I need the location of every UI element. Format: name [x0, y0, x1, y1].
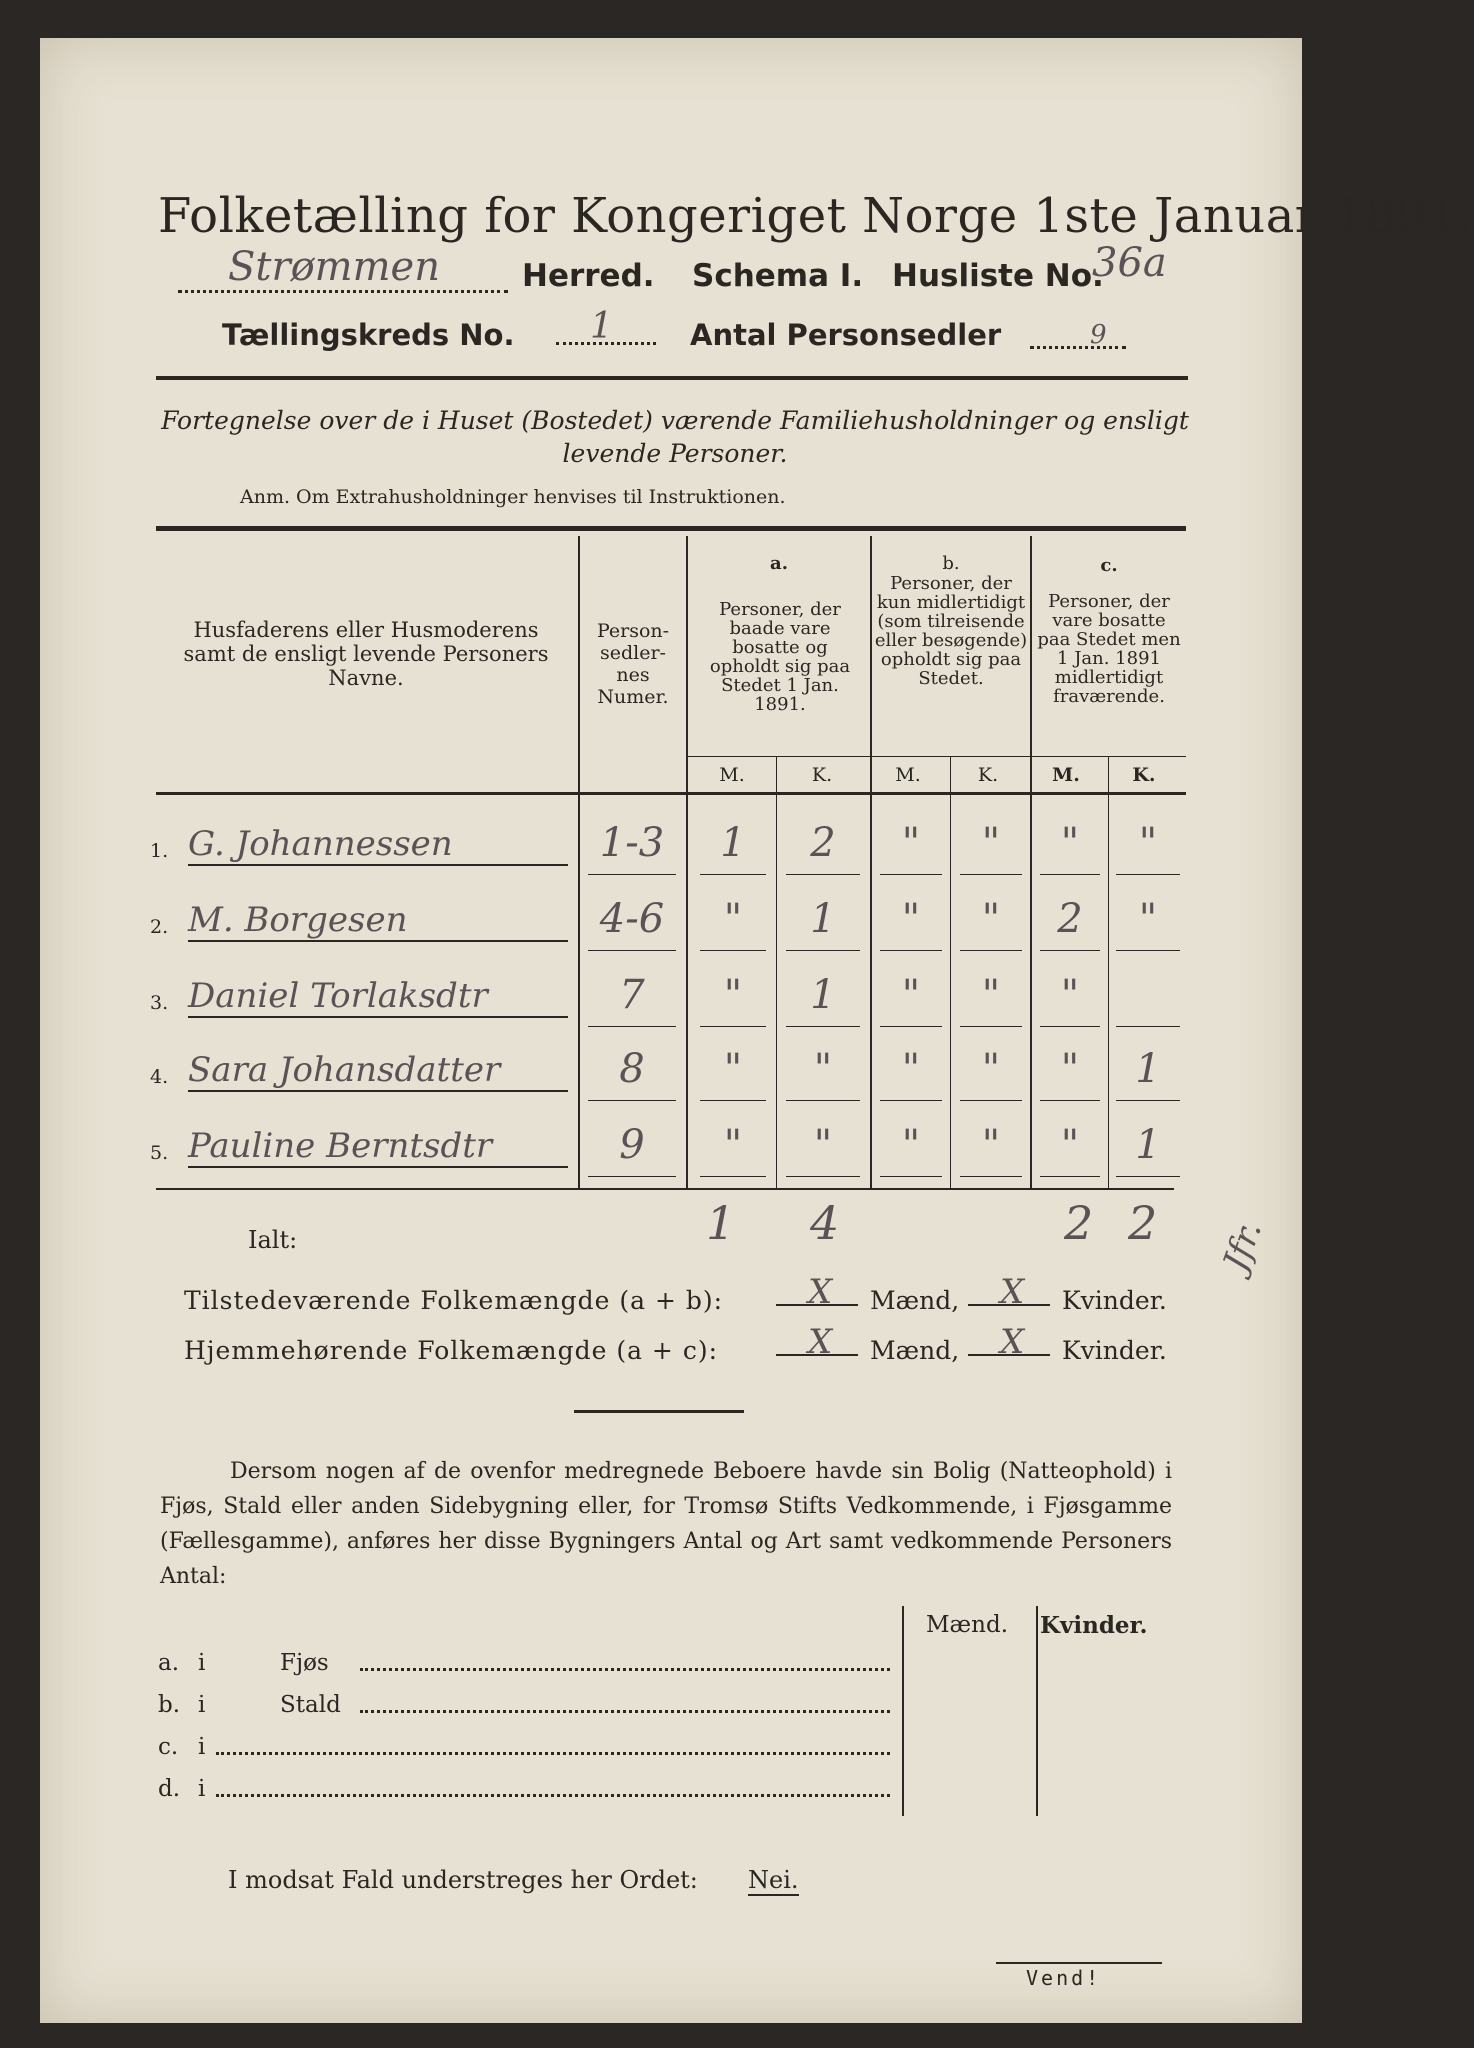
tilst-maend: Mænd, — [870, 1286, 960, 1315]
tilst-kvinder: Kvinder. — [1062, 1286, 1167, 1315]
form-description — [160, 404, 1190, 470]
ialt-label: Ialt: — [248, 1226, 298, 1254]
item-i: i — [198, 1650, 206, 1676]
section-divider — [574, 1410, 744, 1413]
cell-nr: 4-6 — [599, 896, 665, 942]
col-a-letter: a. — [770, 553, 788, 574]
person-name: G. Johannessen — [188, 824, 568, 866]
cell-cm: 2 — [1057, 896, 1083, 942]
item-i: i — [198, 1692, 206, 1718]
row-number: 3. — [150, 992, 169, 1014]
herred-label: Herred. — [522, 258, 655, 294]
cell-cm: " — [1060, 1046, 1080, 1092]
cell-underline — [700, 1100, 766, 1101]
item-label: Stald — [280, 1692, 341, 1718]
person-name: Sara Johansdatter — [188, 1050, 568, 1092]
cell-bk: " — [981, 1046, 1001, 1092]
ialt-c-k: 2 — [1128, 1196, 1158, 1250]
col-header-name: Husfaderens eller Husmoderens samt de ensligt levende Personers Navne. — [183, 618, 549, 690]
cell-ak: 1 — [810, 972, 836, 1018]
hjem-maend: Mænd, — [870, 1336, 960, 1365]
vline — [870, 536, 872, 1188]
col-c-k: K. — [1132, 764, 1156, 786]
cell-underline — [1040, 1026, 1100, 1027]
cell-underline — [588, 874, 676, 875]
vline-thin — [950, 756, 951, 1188]
cell-underline — [700, 874, 766, 875]
item-dotted-line — [216, 1794, 890, 1797]
cell-ak: 2 — [810, 820, 836, 866]
ialt-a-m: 1 — [706, 1196, 736, 1250]
row-number: 2. — [150, 916, 169, 938]
col-c-letter: c. — [1100, 555, 1118, 576]
husliste-label: Husliste No. — [892, 258, 1104, 294]
row-number: 1. — [150, 840, 169, 862]
cell-underline — [588, 950, 676, 951]
item-dotted-line — [360, 1668, 890, 1671]
cell-underline — [1116, 1100, 1180, 1101]
mk-rule — [688, 756, 1186, 757]
cell-underline — [960, 874, 1022, 875]
cell-nr: 7 — [619, 972, 645, 1018]
cell-am: " — [723, 1046, 743, 1092]
husliste-value: 36a — [1092, 240, 1167, 286]
col-c-header: Personer, der vare bosatte paa Stedet men 1 Jan. 1891 midlertidigt fraværende. — [1037, 591, 1181, 707]
cell-bk: " — [981, 1122, 1001, 1168]
person-name: M. Borgesen — [188, 900, 568, 942]
tilst-m-value: X — [808, 1272, 833, 1312]
tilst-k-value: X — [1000, 1272, 1025, 1312]
cell-bm: " — [901, 820, 921, 866]
herred-field — [178, 244, 508, 293]
table-top-rule — [156, 526, 1186, 531]
cell-underline — [700, 1026, 766, 1027]
cell-am: " — [723, 896, 743, 942]
cell-ck: " — [1138, 896, 1158, 942]
vline-thin — [1108, 756, 1109, 1188]
tilst-label: Tilstedeværende Folkemængde (a + b): — [184, 1286, 724, 1315]
cell-am: " — [723, 1122, 743, 1168]
cell-underline — [960, 950, 1022, 951]
cell-underline — [700, 950, 766, 951]
item-i: i — [198, 1776, 206, 1802]
cell-ak: " — [813, 1046, 833, 1092]
col-a-k: K. — [811, 764, 833, 786]
sidebygning-paragraph: Dersom nogen af de ovenfor medregnede Beboere havde sin Bolig (Natteophold) i Fjøs, Stald eller anden Sidebygning eller, for Tromsø Stifts Vedkommende, i Fjøsgamme (Fællesgamme), anføres her disse Bygningers Antal og Art samt vedkommende Personers Antal: — [160, 1459, 1172, 1589]
anm-note: Anm. Om Extrahusholdninger henvises til Instruktionen. — [240, 486, 786, 508]
cell-bk: " — [981, 896, 1001, 942]
item-i: i — [198, 1734, 206, 1760]
person-name: Daniel Torlaksdtr — [188, 976, 568, 1018]
cell-bm: " — [901, 896, 921, 942]
hjem-label: Hjemmehørende Folkemængde (a + c): — [184, 1336, 718, 1365]
cell-nr: 8 — [619, 1046, 645, 1092]
col-a-header: Personer, der baade vare bosatte og opholdt sig paa Stedet 1 Jan. 1891. — [709, 599, 851, 715]
vend-label: Vend! — [1026, 1966, 1102, 1990]
cell-underline — [1040, 950, 1100, 951]
cell-underline — [1116, 874, 1180, 875]
schema-label: Schema I. — [692, 258, 864, 294]
cell-underline — [960, 1100, 1022, 1101]
item-letter: a. — [158, 1650, 180, 1676]
hjem-k-value: X — [1000, 1322, 1025, 1362]
cell-underline — [880, 1100, 942, 1101]
cell-bm: " — [901, 972, 921, 1018]
table-bottom-rule — [156, 1188, 1174, 1190]
cell-underline — [1040, 874, 1100, 875]
bottom-kvinder-header: Kvinder. — [1040, 1612, 1148, 1639]
cell-underline — [700, 1176, 766, 1177]
cell-ck: " — [1138, 820, 1158, 866]
cell-underline — [786, 1100, 860, 1101]
vline-thin — [776, 756, 777, 1188]
cell-underline — [786, 1176, 860, 1177]
vline-bottom — [902, 1606, 904, 1816]
form-title: Folketælling for Kongeriget Norge 1ste Januar 1891. — [158, 188, 1474, 244]
cell-underline — [880, 1026, 942, 1027]
cell-underline — [960, 1026, 1022, 1027]
cell-underline — [880, 950, 942, 951]
antal-value: 9 — [1090, 320, 1107, 350]
header-rule — [156, 376, 1188, 380]
cell-nr: 9 — [619, 1122, 645, 1168]
vline — [578, 536, 580, 1188]
cell-bm: " — [901, 1122, 921, 1168]
kreds-value: 1 — [590, 306, 613, 347]
antal-label: Antal Personsedler — [690, 318, 1002, 352]
hjem-kvinder: Kvinder. — [1062, 1336, 1167, 1365]
hjem-m-value: X — [808, 1322, 833, 1362]
cell-underline — [880, 1176, 942, 1177]
col-b-m: M. — [895, 764, 921, 786]
cell-ck: 1 — [1135, 1046, 1161, 1092]
cell-am: " — [723, 972, 743, 1018]
item-letter: b. — [158, 1692, 181, 1718]
cell-underline — [1116, 950, 1180, 951]
row-number: 5. — [150, 1142, 169, 1164]
kreds-label: Tællingskreds No. — [222, 318, 515, 352]
cell-cm: " — [1060, 972, 1080, 1018]
cell-underline — [588, 1176, 676, 1177]
person-name: Pauline Berntsdtr — [188, 1126, 568, 1168]
cell-underline — [1040, 1176, 1100, 1177]
vend-rule — [996, 1962, 1162, 1964]
antal-field — [1030, 346, 1126, 349]
cell-nr: 1-3 — [599, 820, 665, 866]
cell-cm: " — [1060, 1122, 1080, 1168]
description-line1: Fortegnelse over de i Huset (Bostedet) værende Familiehusholdninger og ensligt — [161, 406, 1189, 435]
nei-word: Nei. — [748, 1866, 799, 1894]
row-number: 4. — [150, 1066, 169, 1088]
cell-cm: " — [1060, 820, 1080, 866]
herred-value: Strømmen — [228, 244, 440, 290]
cell-ck: 1 — [1135, 1122, 1161, 1168]
cell-underline — [786, 950, 860, 951]
cell-underline — [1116, 1026, 1180, 1027]
col-a-m: M. — [719, 764, 745, 786]
cell-underline — [1116, 1176, 1180, 1177]
vline — [1030, 536, 1032, 1188]
cell-underline — [786, 1026, 860, 1027]
ialt-note: Jfr. — [1215, 1215, 1271, 1277]
ialt-c-m: 2 — [1064, 1196, 1094, 1250]
col-b-letter: b. — [942, 553, 960, 574]
cell-ak: 1 — [810, 896, 836, 942]
bottom-maend-header: Mænd. — [926, 1612, 1009, 1638]
vline-bottom — [1036, 1606, 1038, 1816]
cell-underline — [588, 1026, 676, 1027]
nei-instruction: I modsat Fald understreges her Ordet: — [228, 1866, 698, 1894]
cell-bk: " — [981, 972, 1001, 1018]
description-line2: levende Personer. — [562, 439, 788, 468]
item-letter: c. — [158, 1734, 179, 1760]
item-dotted-line — [216, 1752, 890, 1755]
cell-underline — [786, 874, 860, 875]
cell-underline — [960, 1176, 1022, 1177]
cell-underline — [1040, 1100, 1100, 1101]
cell-bk: " — [981, 820, 1001, 866]
item-label: Fjøs — [280, 1650, 329, 1676]
col-b-header: Personer, der kun midlertidigt (som tilreisende eller besøgende) opholdt sig paa Stedet. — [874, 573, 1028, 689]
cell-am: 1 — [720, 820, 746, 866]
cell-underline — [588, 1100, 676, 1101]
col-b-k: K. — [977, 764, 999, 786]
col-c-m: M. — [1052, 764, 1080, 786]
ialt-a-k: 4 — [810, 1196, 840, 1250]
item-letter: d. — [158, 1776, 181, 1802]
vline — [686, 536, 688, 1188]
cell-bm: " — [901, 1046, 921, 1092]
item-dotted-line — [360, 1710, 890, 1713]
cell-ak: " — [813, 1122, 833, 1168]
col-header-nr: Person-sedler-nes Numer. — [596, 620, 670, 708]
cell-underline — [880, 874, 942, 875]
